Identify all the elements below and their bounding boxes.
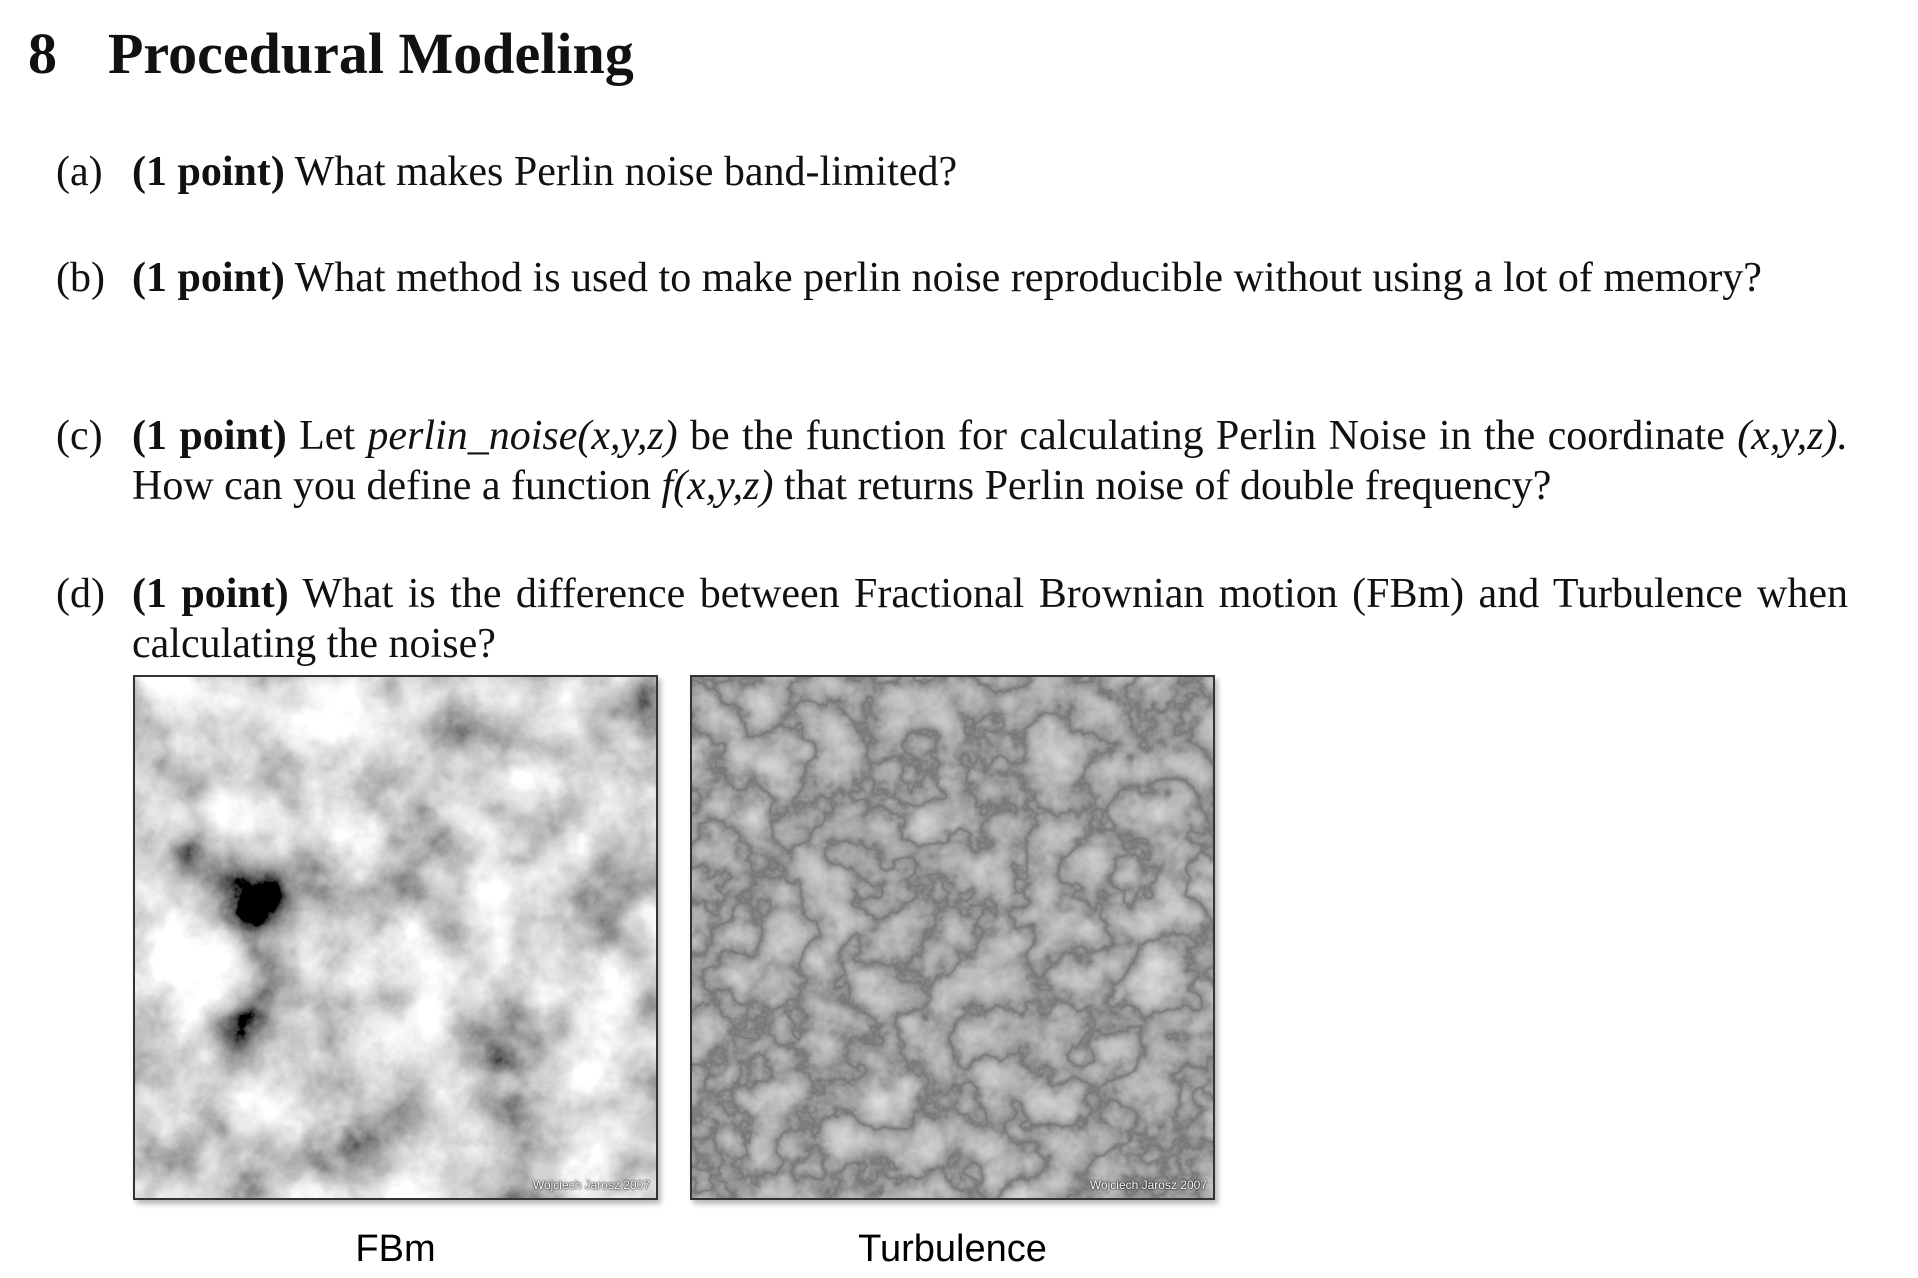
question-text-mid: be the function for calculating Perlin Noise in the coordinate: [690, 413, 1725, 459]
question-text-post: that returns Perlin noise of double frequency?: [783, 463, 1552, 509]
question-body: [132, 569, 1848, 669]
question-body: [132, 253, 1848, 303]
question-a: [56, 147, 1848, 197]
question-text-pre: Let: [299, 413, 356, 459]
question-text: What makes Perlin noise band-limited?: [294, 149, 958, 195]
question-text: What method is used to make perlin noise reproducible without using a lot of memory?: [294, 255, 1762, 301]
fbm-caption: FBm: [355, 1228, 436, 1270]
turbulence-noise-svg: [692, 677, 1213, 1198]
question-points: (1 point): [132, 149, 285, 195]
question-label: (a): [56, 149, 103, 195]
math-args: (x,y,z): [577, 413, 678, 459]
question-label: (b): [56, 255, 105, 301]
question-label: (d): [56, 571, 105, 617]
watermark: Wojciech Jarosz 2007: [532, 1178, 650, 1192]
turbulence-noise-image: [690, 675, 1215, 1200]
section-heading: [28, 22, 634, 86]
math-function-name: perlin_noise: [367, 413, 578, 459]
math-coordinate: (x,y,z).: [1737, 413, 1849, 459]
question-text: What is the difference between Fractional Brownian motion (FBm) and Turbulence when calculating the noise?: [132, 571, 1848, 667]
fbm-noise-image: [133, 675, 658, 1200]
question-points: (1 point): [132, 571, 289, 617]
question-c: [56, 411, 1848, 511]
section-title: Procedural Modeling: [108, 21, 634, 86]
section-number: 8: [28, 21, 57, 86]
question-points: (1 point): [132, 413, 287, 459]
math-f-args: (x,y,z): [673, 463, 774, 509]
question-body: [132, 411, 1848, 511]
fbm-noise-svg: [135, 677, 656, 1198]
question-d: [56, 569, 1848, 669]
math-f: f: [661, 463, 674, 509]
question-b: [56, 253, 1848, 303]
watermark: Wojciech Jarosz 2007: [1089, 1178, 1207, 1192]
turbulence-caption: Turbulence: [858, 1228, 1047, 1270]
question-text-mid2: How can you define a function: [132, 463, 651, 509]
question-body: [132, 147, 1848, 197]
question-label: (c): [56, 413, 103, 459]
question-points: (1 point): [132, 255, 285, 301]
